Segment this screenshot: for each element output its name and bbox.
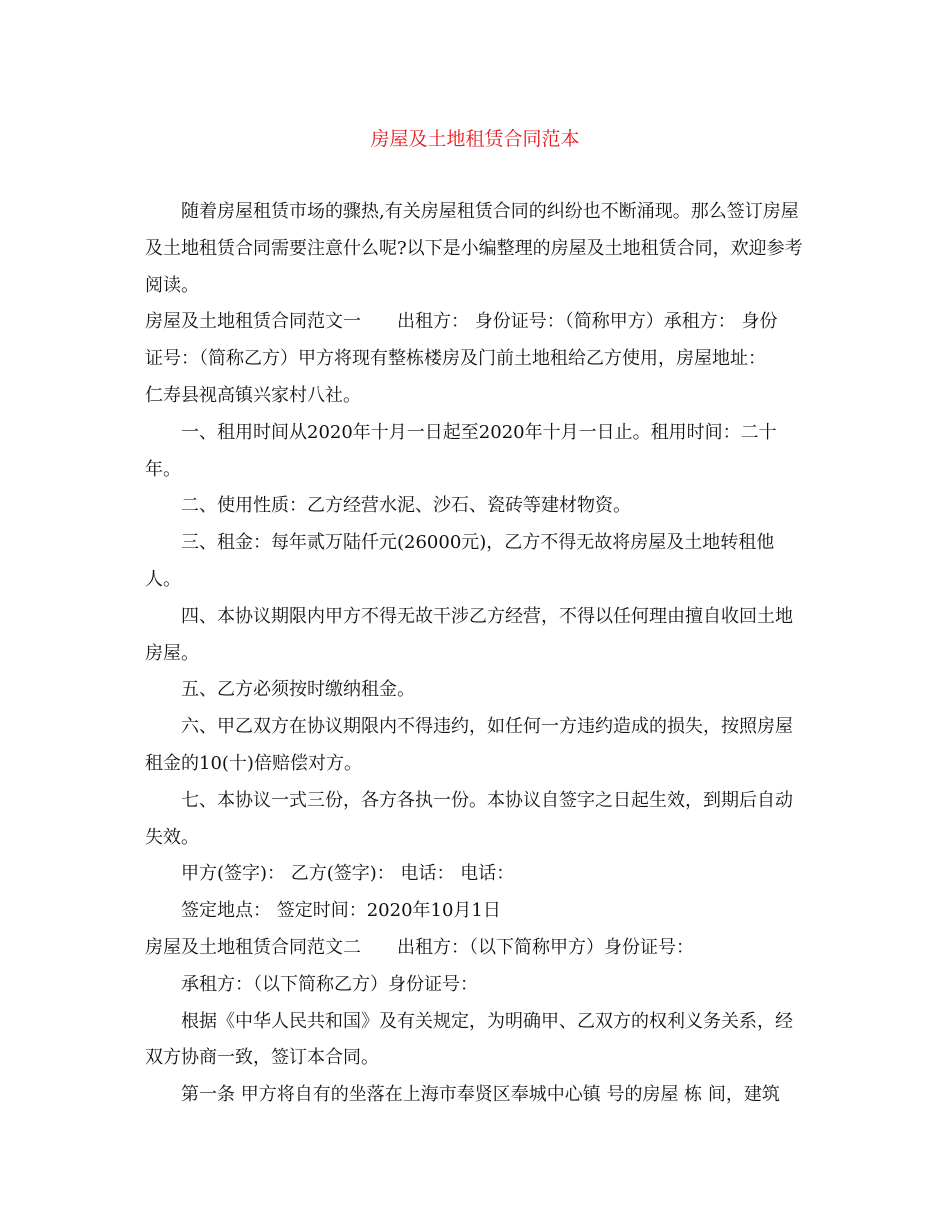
intro-paragraph: 随着房屋租赁市场的骤热,有关房屋租赁合同的纠纷也不断涌现。那么签订房屋及土地租赁合同需要注意什么呢?以下是小编整理的房屋及土地租赁合同，欢迎参考阅读。 bbox=[145, 201, 803, 296]
clause-2: 二、使用性质：乙方经营水泥、沙石、瓷砖等建材物资。 bbox=[181, 495, 631, 517]
sample1-parties-line3: 仁寿县视高镇兴家村八社。 bbox=[145, 384, 361, 406]
sample2-article1: 第一条 甲方将自有的坐落在上海市奉贤区奉城中心镇 号的房屋 栋 间，建筑 bbox=[181, 1084, 780, 1106]
sample1-parties-text: 出租方： 身份证号：（简称甲方）承租方： 身份 bbox=[397, 311, 778, 333]
clause-7: 七、本协议一式三份，各方各执一份。本协议自签字之日起生效，到期后自动失效。 bbox=[145, 789, 793, 848]
sample1-heading: 房屋及土地租赁合同范文一 bbox=[145, 311, 361, 333]
document-title: 房屋及土地租赁合同范本 bbox=[370, 128, 580, 150]
clause-1: 一、租用时间从2020年十月一日起至2020年十月一日止。租用时间：二十年。 bbox=[145, 421, 777, 480]
sample2-lessor-line bbox=[145, 930, 807, 967]
sample2-lessor: 出租方：（以下简称甲方）身份证号： bbox=[397, 936, 694, 958]
clause-4: 四、本协议期限内甲方不得无故干涉乙方经营，不得以任何理由擅自收回土地房屋。 bbox=[145, 605, 793, 664]
signature-line: 甲方(签字)： 乙方(签字)： 电话： 电话： bbox=[181, 863, 515, 885]
sample1-parties-line2: 证号：（简称乙方）甲方将现有整栋楼房及门前土地租给乙方使用，房屋地址： bbox=[145, 348, 766, 370]
document-body bbox=[145, 194, 807, 1114]
sample2-basis: 根据《中华人民共和国》及有关规定，为明确甲、乙双方的权利义务关系，经双方协商一致，签订本合同。 bbox=[145, 1010, 793, 1069]
sample1-parties-line1 bbox=[145, 304, 807, 341]
clause-3: 三、租金：每年贰万陆仟元(26000元)，乙方不得无故将房屋及土地转租他人。 bbox=[145, 532, 775, 590]
sample2-lessee: 承租方：（以下简称乙方）身份证号： bbox=[181, 973, 478, 995]
sign-place-time: 签定地点： 签定时间：2020年10月1日 bbox=[181, 900, 501, 922]
sample2-heading: 房屋及土地租赁合同范文二 bbox=[145, 936, 361, 958]
clause-5: 五、乙方必须按时缴纳租金。 bbox=[181, 679, 415, 701]
clause-6: 六、甲乙双方在协议期限内不得违约，如任何一方违约造成的损失，按照房屋租金的10(十)倍赔偿对方。 bbox=[145, 716, 793, 774]
